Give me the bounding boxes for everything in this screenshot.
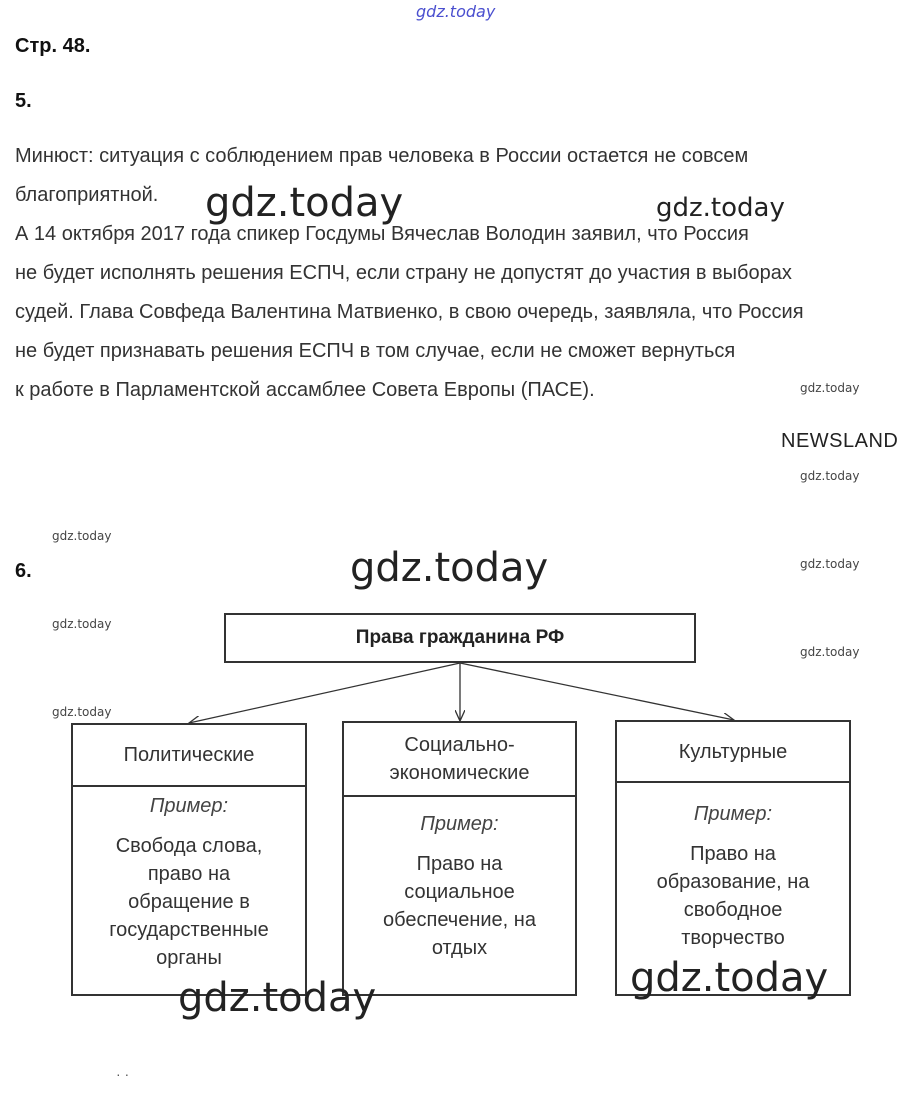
- example-line: органы: [156, 947, 222, 969]
- task5-line: Минюст: ситуация с соблюдением прав человека в России остается не совсем: [15, 145, 749, 167]
- category-title: [73, 725, 305, 787]
- example-line: образование, на: [656, 871, 810, 893]
- category-title: [344, 723, 575, 797]
- watermark-small: gdz.today: [52, 705, 112, 719]
- task5-line: А 14 октября 2017 года спикер Госдумы Вячеслав Володин заявил, что Россия: [15, 223, 749, 245]
- example-line: свободное: [683, 899, 783, 921]
- category-title-line: Культурные: [678, 740, 788, 763]
- task5-line: благоприятной.: [15, 184, 159, 206]
- example-line: социальное: [404, 881, 515, 903]
- watermark-small: gdz.today: [800, 645, 860, 659]
- watermark-medium: gdz.today: [656, 193, 785, 223]
- example-line: творчество: [681, 927, 785, 949]
- example-line: Право на: [416, 853, 503, 875]
- watermark-large: gdz.today: [205, 180, 404, 226]
- example-line: отдых: [431, 937, 488, 959]
- example-line: обращение в: [128, 891, 250, 913]
- example-line: Свобода слова,: [115, 835, 263, 857]
- root-box: [224, 613, 696, 663]
- category-title-line: Социально-: [404, 734, 515, 756]
- page-label: Стр. 48.: [15, 35, 91, 57]
- category-title-line: Политические: [123, 744, 255, 766]
- footer-marks: · ·: [116, 1066, 130, 1082]
- example-label: Пример:: [149, 795, 229, 817]
- category-title: [617, 722, 849, 783]
- category-box-social-economic: [342, 721, 577, 996]
- category-example: [617, 840, 849, 952]
- example-label: Пример:: [420, 813, 499, 835]
- example-line: право на: [147, 863, 231, 885]
- arrow-political: [189, 663, 460, 723]
- category-box-political: [71, 723, 307, 996]
- example-line: Право на: [690, 843, 776, 865]
- arrow-cultural: [460, 663, 734, 720]
- category-title-line: экономические: [389, 762, 530, 784]
- source-label: NEWSLAND: [781, 430, 899, 452]
- watermark-small: gdz.today: [800, 557, 860, 571]
- example-label: Пример:: [693, 803, 773, 825]
- task5-line: судей. Глава Совфеда Валентина Матвиенко, в свою очередь, заявляла, что Россия: [15, 301, 804, 323]
- watermark-large: gdz.today: [630, 955, 829, 1001]
- category-example: [344, 850, 575, 962]
- watermark-large: gdz.today: [178, 975, 377, 1021]
- task5-number: 5.: [15, 90, 32, 112]
- watermark-small: gdz.today: [52, 617, 112, 631]
- category-example: [73, 832, 305, 972]
- example-line: обеспечение, на: [383, 909, 536, 931]
- watermark-small: gdz.today: [800, 469, 860, 483]
- watermark-small: gdz.today: [800, 381, 860, 395]
- watermark-large: gdz.today: [350, 545, 549, 591]
- example-line: государственные: [109, 919, 269, 941]
- watermark-small: gdz.today: [52, 529, 112, 543]
- root-title: Права гражданина РФ: [355, 627, 565, 648]
- task6-number: 6.: [15, 560, 32, 582]
- task5-line: не будет исполнять решения ЕСПЧ, если страну не допустят до участия в выборах: [15, 262, 792, 284]
- watermark-top: gdz.today: [416, 2, 496, 21]
- task5-line: к работе в Парламентской ассамблее Совета Европы (ПАСЕ).: [15, 379, 595, 401]
- task5-line: не будет признавать решения ЕСПЧ в том случае, если не сможет вернуться: [15, 340, 736, 362]
